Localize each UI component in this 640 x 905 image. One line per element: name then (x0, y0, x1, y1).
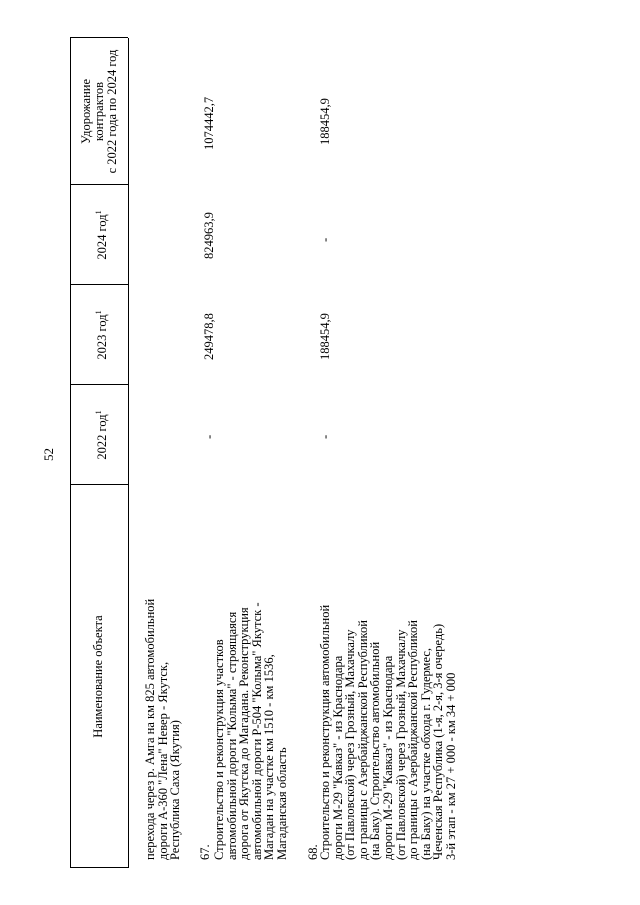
header-object-name: Наименование объекта (91, 615, 105, 738)
value-2022: - (202, 434, 216, 439)
value-2022: - (318, 434, 332, 439)
value-2024: 824963,9 (202, 212, 216, 259)
header-2022: 2022 год$^1$ (94, 410, 110, 460)
value-cost-increase: 188454,9 (318, 98, 332, 145)
header-bottom-border (128, 38, 129, 868)
value-cost-increase: 1074442,7 (202, 96, 216, 150)
row-number: 67. (198, 844, 212, 860)
table-top-border (70, 38, 71, 868)
row-object-name: Строительство и реконструкция автомобильной дороги М-29 "Кавказ" - из Краснодара (от Павловской) через Грозный, Махачкалу до границы с Азербайджанской Республикой (на Баку). Строительство автомобильной дороги М-29 "Кавказ" - из Краснодара (от Павловской) через Грозный, Махачкалу до границы с Азербайджанской Республикой (на Баку) на участке обхода г. Гудермес, Чеченская Республика (1-я, 2-я, 3-я очередь) 3-й этап - км 27 + 000 - км 34 + 000 (318, 604, 458, 860)
row-object-name: Строительство и реконструкция участков автомобильной дороги "Колыма" - строящаяся дорога от Якутска до Магадана. Реконструкция автомобильной дороги Р-504 "Колыма" Якутск - Магадан на участке км 1510 - км 1536, Магаданская область (212, 602, 289, 860)
page-number: 52 (41, 448, 56, 461)
header-2024: 2024 год$^1$ (94, 210, 110, 260)
header-cost-increase: Удорожание контрактов с 2022 года по 2024 год (79, 49, 119, 174)
value-2023: 249478,8 (202, 313, 216, 360)
row-number: 68. (306, 844, 320, 860)
value-2023: 188454,9 (318, 313, 332, 360)
continued-row-name: перехода через р. Амга на км 825 автомобильной дороги А-360 "Лена" Невер - Якутск, Республика Саха (Якутия) (143, 598, 183, 860)
header-2023: 2023 год$^1$ (94, 310, 110, 360)
value-2024: - (318, 237, 332, 242)
